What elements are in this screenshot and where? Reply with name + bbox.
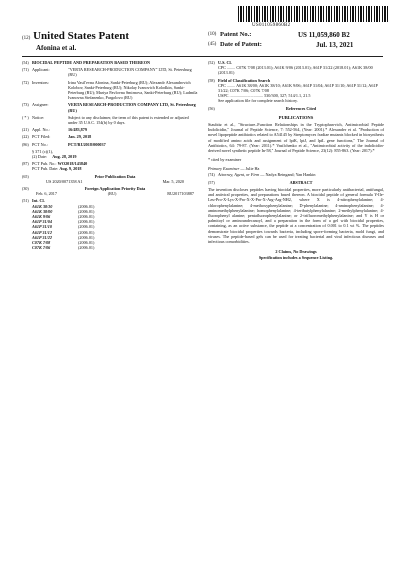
- ipc-row: A61P 31/04 (2006.01): [32, 219, 95, 225]
- left-column: [22, 60, 198, 253]
- cpc-classes: C07K 7/08 (2013.01); A61K 9/06 (2013.01); A61P 31/22 (2018.01); A61K 38/00 (2013.01): [218, 65, 373, 76]
- applicant: "VERTA RESEARCH-PRODUCTION COMPANY" LTD, St. Petersburg (RU): [68, 67, 192, 78]
- inventors-field: (72) Inventors: Irina Vasil'evna Afonina, Sankt-Peterburg (RU); Alexandr Alexandrovich Kolobov, Sankt-Peterburg (RU); Nikolay Ivanovich Kolodkin, Sankt-Peterburg (RU); Mariya Pavlovna Smirnova, Sankt-Peterburg (RU); Ludmila Ivanovna Stefanenko, Pargolovo (RU): [22, 79, 198, 101]
- applicant-field: (71) Applicant: "VERTA RESEARCH-PRODUCTION COMPANY" LTD, St. Petersburg (RU): [22, 67, 198, 77]
- int-cl-field: (51) Int. Cl. A61K 38/10 (2006.01) A61K 38/00 (2006.01) A61K 9/06 (2006.01) A61P 31/04 (2006.01) A61P 31/10 (2006.01) A61P 31/12 (2006.01) A61P 31/22 (2006.01) C07K 7/08 (2006.01) C07K 7/06 (2006.01): [22, 198, 198, 250]
- ipc-row: A61K 9/06 (2006.01): [32, 214, 95, 220]
- notice: Subject to any disclaimer, the term of this patent is extended or adjusted under 35 U.S.C. 154(b) by 0 days.: [68, 114, 189, 126]
- header-left: [22, 30, 129, 52]
- barcode: [238, 6, 388, 22]
- ipc-row: A61K 38/10 (2006.01): [32, 203, 95, 209]
- header-right: [208, 31, 383, 51]
- abstract-heading: (57) ABSTRACT: [208, 179, 313, 185]
- publication-number: US011059860B2: [252, 23, 291, 28]
- header-rule: [22, 56, 383, 57]
- s371-field: § 371 (c)(1), (2) Date: Aug. 28, 2019: [32, 148, 77, 160]
- notice-field: ( * ) Notice: Subject to any disclaimer, the term of this patent is extended or adjusted under 35 U.S.C. 154(b) by 0 days.: [22, 115, 198, 125]
- publications: Staubitz et al., "Structure–Function Relationships in the Tryptophan-rich, Antimicrobial Peptide Indolicidin," Journal of Peptide Science, 7: 552-564, (Year: 2001).* Alexander et al. "Production of novel lipopeptide antibiotics related to A54145 by Streptomyces fradiae mutants blocked in biosynthesis of modified amino acids and assignment of lptK, lptJ, and lptL gene functions," The Journal of Antibiotics, 64: 79-87. (Year: 2011).* Vasilchenko et al., "Antimicrobial activity of the indolicidin-derived novel synthetic peptide In-58," Journal of Peptide Science, 23(12): 855-863. (Year: 2017).*: [208, 122, 384, 154]
- ipc-list: [32, 204, 198, 251]
- examiner: Primary Examiner — Julie Ha: [208, 166, 260, 172]
- patent-number: US 11,059,860 B2: [298, 31, 350, 39]
- ipc-row: A61K 38/00 (2006.01): [32, 208, 95, 214]
- doc-type: (12) United States Patent: [22, 30, 130, 42]
- foreign-priority-field: (30) Foreign Application Priority Data Feb. 6, 2017 (RU) RU2017103887: [22, 186, 194, 197]
- ipc-row: A61P 31/12 (2006.01): [32, 229, 95, 235]
- field-of-search: (58) Field of Classification Search CPC ........ A61K 38/00; A61K 38/10; A61K 9/06; A61P 31/04; A61P 31/10; A61P 31/12; A61P 31/22; C07K 7/06; C07K 7/08 USPC ................................ 530/300, 327; 514/1.1, 21.5 See application file for complete search history.: [208, 77, 378, 104]
- sequence-note: Specification includes a Sequence Listing.: [258, 254, 334, 260]
- assignee-field: (73) Assignee: VERTA RESEARCH-PRODUCTION COMPANY LTD, St. Petersburg (RU): [22, 102, 196, 113]
- title-field: (54) BIOCIDAL PEPTIDE AND PREPARATION BASED THEREON: [22, 60, 151, 65]
- appl-no: 16/483,879: [68, 127, 87, 133]
- pct-no-field: (86) PCT No.: PCT/RU2018/000037: [22, 141, 106, 147]
- patent-title: BIOCIDAL PEPTIDE AND PREPARATION BASED THEREON: [32, 60, 151, 65]
- claims-count: 2 Claims, No Drawings: [275, 249, 317, 255]
- right-column: [208, 60, 384, 260]
- prior-pub-field: (65) Prior Publication Data US 2020/0071358 A1 Mar. 5, 2020: [22, 173, 184, 184]
- assignee: VERTA RESEARCH-PRODUCTION COMPANY LTD, St. Petersburg (RU): [68, 102, 196, 113]
- attorney: (74) Attorney, Agent, or Firm — Nadya Reingand; Yan Hankin: [208, 171, 316, 177]
- publications-title: PUBLICATIONS: [278, 114, 314, 120]
- patent-date-row: (45) Date of Patent: Jul. 13, 2021: [208, 41, 354, 49]
- ipc-row: A61P 31/10 (2006.01): [32, 224, 95, 230]
- patent-number-row: (10) Patent No.: US 11,059,860 B2: [208, 31, 350, 39]
- pct-pub-field: (87) PCT Pub. No.: WO2018/143840 PCT Pub. Date: Aug. 9, 2018: [22, 161, 88, 172]
- abstract-text: The invention discloses peptides having biocidal properties, more particularly antibacterial, antifungal, and antiviral properties, and preparations based thereon. A biocidal peptide of general formula Y-Ile-Leu-Pro-X-Lys-X-Pro-X-X-Pro-X-Arg-Arg-NH2, where X is 4-nitrophenylalanine; 4-chlorophenylalanine; 4-methoxyphenylalanine; D-phenylalanine; 4-aminophenylalanine; 4-aminomethylphenylalanine; homophenylalanine; 4-tertbutylphenylalanine; 2-methylphenylalanine; 4-fluorophenyl alanine; pentafluorophenylalanine; or 2-trifluoromethylphenylalanine; and Y is H or palmitoyl or aminoundecanoyl, and a preparation in the form of a gel with biocidal properties, containing, as an active substance, the peptide at a concentration of 0.001 to 0.1 wt %. The peptides demonstrate biocidal properties towards bacteria, including spore-forming bacteria, mold fungi, and viruses. The peptide-based gels can be used for treating bacterial and viral infectious diseases and infectious comorbidities.: [208, 187, 384, 245]
- ipc-row: A61P 31/22 (2006.01): [32, 234, 95, 240]
- patent-date: Jul. 13, 2021: [316, 41, 354, 49]
- inventor-short: Afonina et al.: [36, 44, 77, 52]
- cited-note: * cited by examiner: [208, 157, 242, 163]
- appl-no-field: (21) Appl. No.: 16/483,879: [22, 127, 87, 133]
- references-cited: (56) References Cited: [208, 105, 317, 111]
- ipc-row: C07K 7/06 (2006.01): [32, 245, 95, 251]
- us-cl-field: (52) U.S. Cl. CPC ........ C07K 7/08 (2013.01); A61K 9/06 (2013.01); A61P 31/22 (2018.01); A61K 38/00 (2013.01): [208, 60, 373, 76]
- inventors: Irina Vasil'evna Afonina, Sankt-Peterburg (RU); Alexandr Alexandrovich Kolobov, Sankt-Peterburg (RU); Nikolay Ivanovich Kolodkin, Sankt-Peterburg (RU); Mariya Pavlovna Smirnova, Sankt-Peterburg (RU); Ludmila Ivanovna Stefanenko, Pargolovo (RU): [68, 79, 198, 101]
- pct-filed-field: (22) PCT Filed: Jan. 29, 2018: [22, 134, 92, 140]
- ipc-row: C07K 7/08 (2006.01): [32, 240, 95, 246]
